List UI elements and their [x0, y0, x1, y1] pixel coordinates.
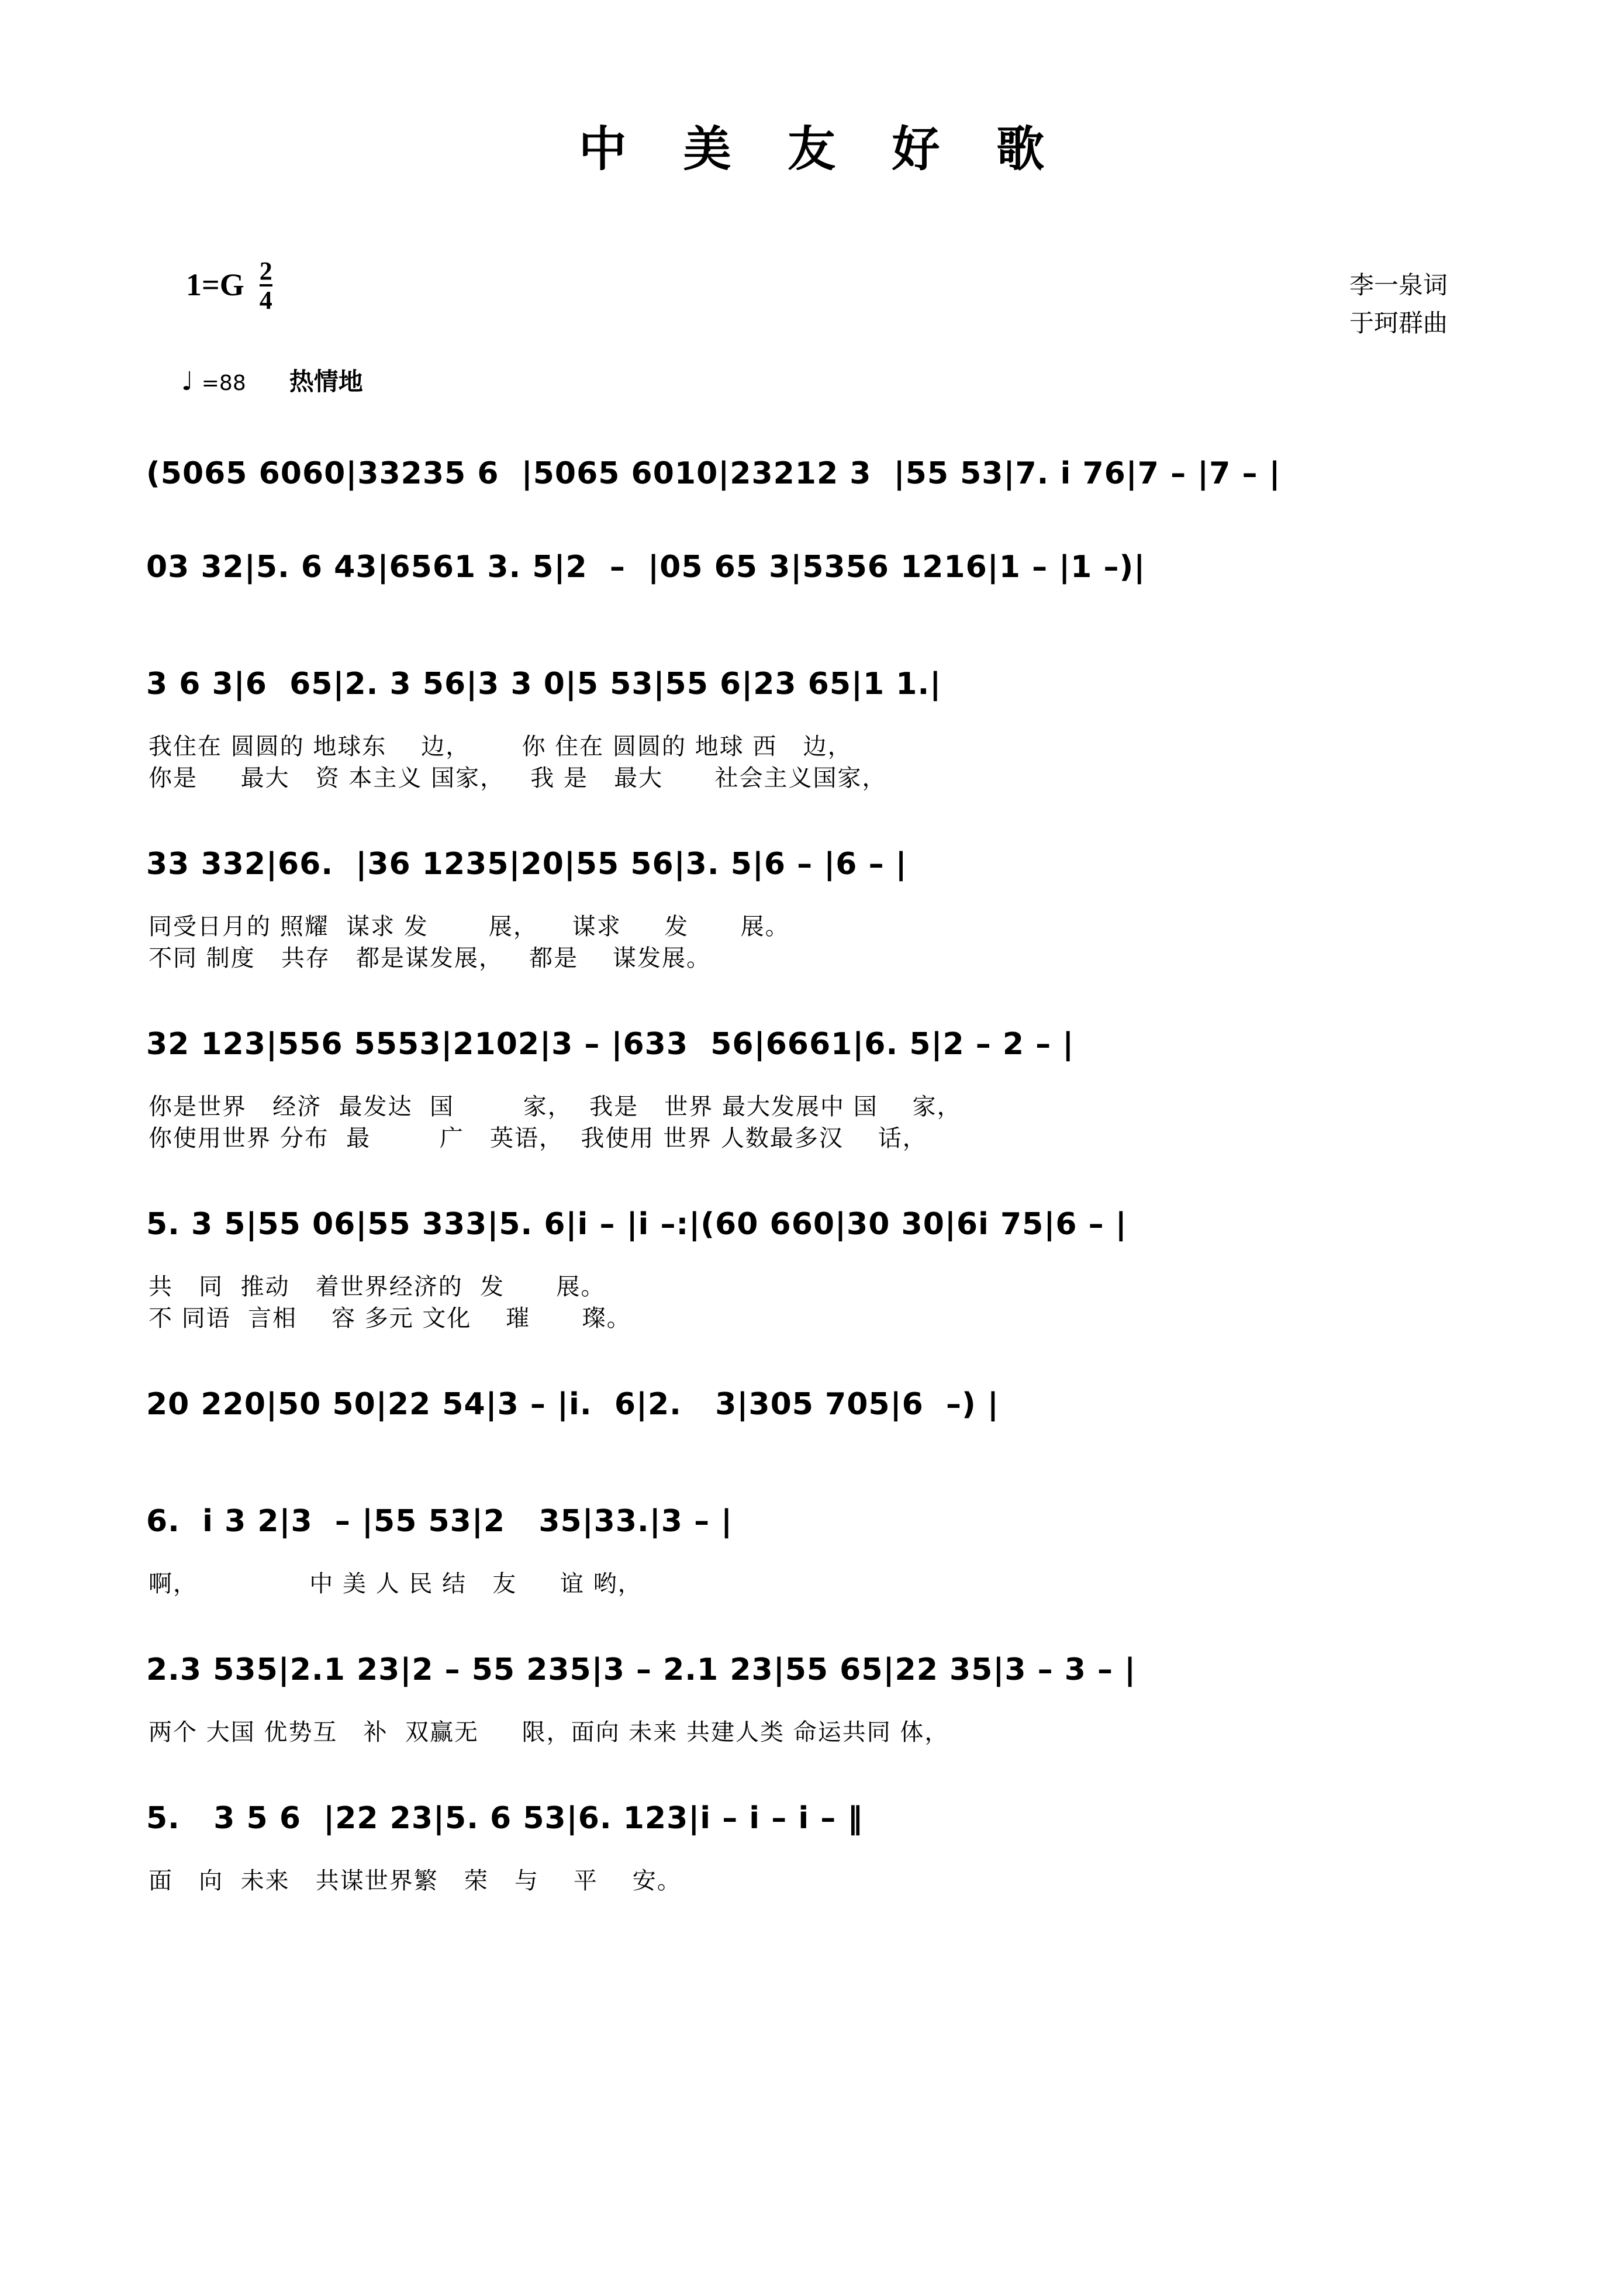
lyric-block	[146, 911, 1477, 980]
system-spacer	[0, 1160, 1623, 1183]
music-system	[0, 643, 1623, 800]
time-signature-denominator: 4	[260, 284, 272, 313]
system-spacer	[0, 1340, 1623, 1363]
tempo-marking	[181, 362, 363, 398]
music-system	[0, 1777, 1623, 1903]
notation-line: 2.3 535|2.1 23|2 – 55 235|3 – 2.1 23|55 65|22 35|3 – 3 – |	[146, 1652, 1137, 1687]
lyricist-credit: 李一泉词	[1349, 271, 1448, 299]
page-title: 中 美 友 好 歌	[578, 121, 1065, 177]
lyric-block	[146, 520, 1477, 526]
music-system	[0, 1629, 1623, 1754]
lyric-line: 不同 制度 共存 都是谋发展， 都是 谋发展。	[149, 945, 712, 972]
lyric-block	[146, 1091, 1477, 1160]
expression-marking: 热情地	[289, 367, 363, 396]
lyric-line: 我住在 圆圆的 地球东 边， 你 住在 圆圆的 地球 西 边，	[149, 733, 852, 760]
notation-line: 5. 3 5|55 06|55 333|5. 6|i – |i –:|(60 660|30 30|6i 75|6 – |	[146, 1207, 1127, 1242]
music-system	[0, 1183, 1623, 1340]
lyric-block	[146, 1568, 1477, 1606]
notation-line: 5. 3 5 6 |22 23|5. 6 53|6. 123|i – i – i – ‖	[146, 1801, 864, 1836]
lyric-block	[146, 1865, 1477, 1903]
music-systems	[0, 433, 1623, 1903]
system-spacer	[0, 800, 1623, 823]
lyric-line: 你使用世界 分布 最 广 英语， 我使用 世界 人数最多汉 话，	[149, 1125, 927, 1152]
notation-line: 33 332|66. |36 1235|20|55 56|3. 5|6 – |6 – |	[146, 847, 907, 882]
system-spacer	[0, 1606, 1623, 1629]
notation-line: 03 32|5. 6 43|6561 3. 5|2 – |05 65 3|5356 1216|1 – |1 –)|	[146, 550, 1146, 585]
quarter-note-icon: ♩	[181, 367, 194, 396]
lyric-line: 你是 最大 资 本主义 国家， 我 是 最大 社会主义国家，	[149, 765, 887, 792]
time-signature-numerator: 2	[259, 257, 272, 285]
lyric-block	[146, 1717, 1477, 1754]
system-spacer	[0, 980, 1623, 1003]
tempo-value: =88	[201, 371, 246, 395]
system-spacer	[0, 1457, 1623, 1480]
music-system	[0, 1480, 1623, 1606]
music-system	[0, 433, 1623, 526]
music-system	[0, 1363, 1623, 1457]
notation-line: 6. i 3 2|3 – |55 53|2 35|33.|3 – |	[146, 1504, 733, 1539]
notation-line: 20 220|50 50|22 54|3 – |i. 6|2. 3|305 705|6 –) |	[146, 1387, 999, 1422]
lyric-line: 不 同语 言相 容 多元 文化 璀 璨。	[149, 1305, 631, 1332]
composer-credit: 于珂群曲	[1349, 309, 1448, 338]
lyric-block	[146, 614, 1477, 620]
lyric-line: 啊， 中 美 人 民 结 友 谊 哟，	[149, 1570, 643, 1597]
lyric-block	[146, 1271, 1477, 1340]
lyric-block	[146, 731, 1477, 800]
notation-line: 32 123|556 5553|2102|3 – |633 56|6661|6. 5|2 – 2 – |	[146, 1027, 1075, 1062]
key-signature	[186, 257, 272, 315]
notation-line: (5065 6060|33235 6 |5065 6010|23212 3 |55 53|7. i 76|7 – |7 – |	[146, 456, 1281, 491]
lyric-block	[146, 1451, 1477, 1457]
lyric-line: 共 同 推动 着世界经济的 发 展。	[149, 1273, 606, 1300]
lyric-line: 同受日月的 照耀 谋求 发 展， 谋求 发 展。	[149, 913, 790, 940]
system-spacer	[0, 620, 1623, 643]
lyric-line: 两个 大国 优势互 补 双赢无 限，面向 未来 共建人类 命运共同 体，	[149, 1719, 949, 1746]
music-system	[0, 1003, 1623, 1160]
system-spacer	[0, 1754, 1623, 1777]
notation-line: 3 6 3|6 65|2. 3 56|3 3 0|5 53|55 6|23 65|1 1.|	[146, 667, 942, 702]
lyric-line: 你是世界 经济 最发达 国 家， 我是 世界 最大发展中 国 家，	[149, 1093, 962, 1120]
music-system	[0, 526, 1623, 620]
lyric-line: 面 向 未来 共谋世界繁 荣 与 平 安。	[149, 1867, 682, 1894]
credits	[1349, 266, 1448, 342]
key-signature-text: 1=G	[186, 267, 244, 302]
time-signature	[260, 258, 272, 313]
music-system	[0, 823, 1623, 980]
